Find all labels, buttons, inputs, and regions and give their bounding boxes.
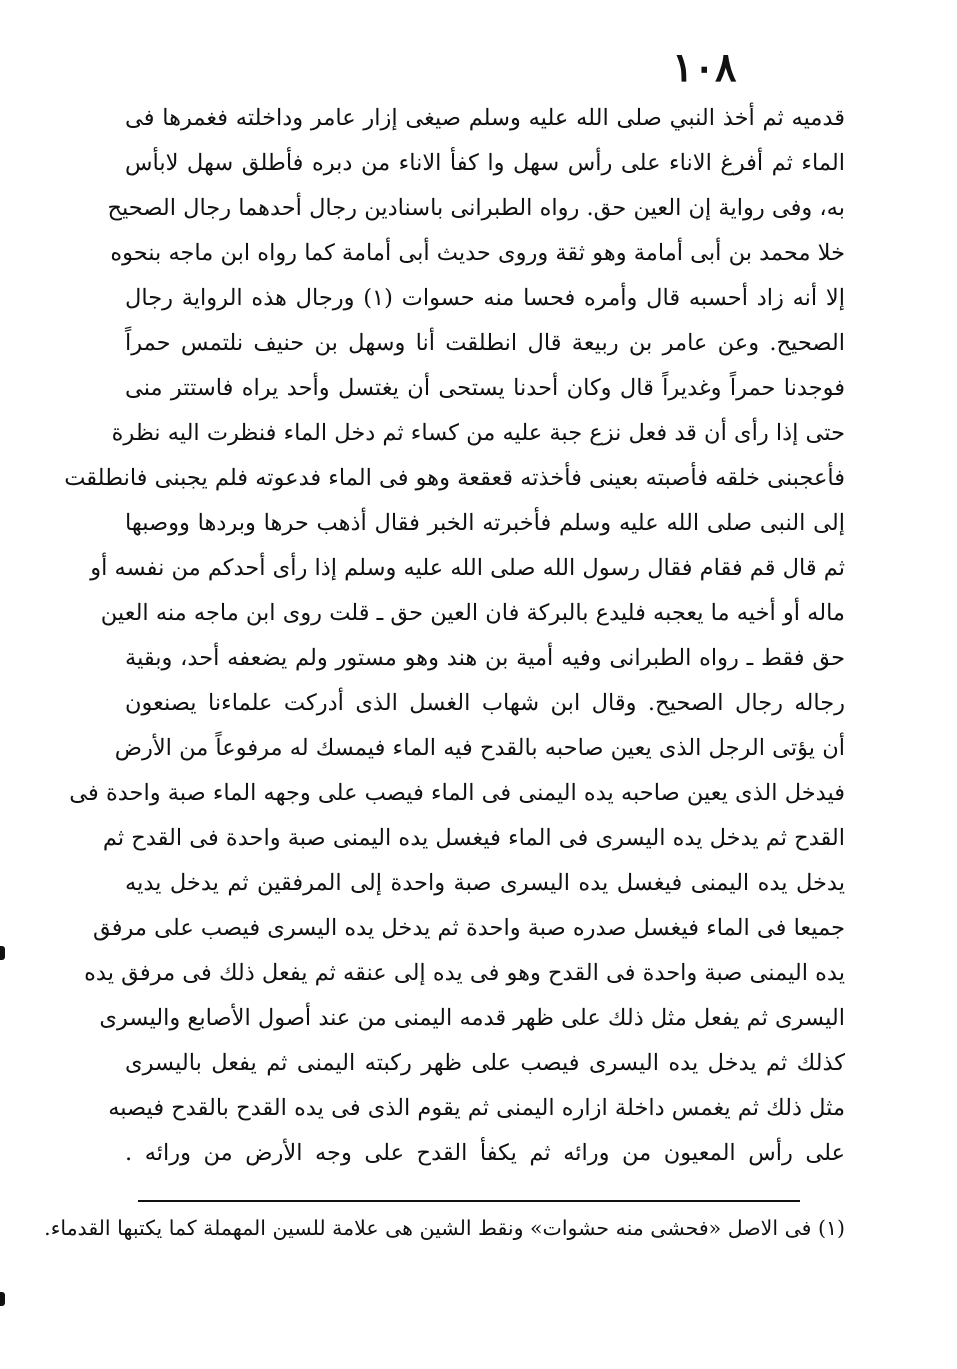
- text-line-1: قدميه ثم أخذ النبي صلى الله عليه وسلم صيغى إزار عامر وداخلته فغمرها فى: [125, 105, 845, 131]
- text-line-22: كذلك ثم يدخل يده اليسرى فيصب على ظهر ركبته اليمنى ثم يفعل باليسرى: [125, 1050, 845, 1076]
- text-line-2: الماء ثم أفرغ الاناء على رأس سهل وا كفأ الاناء من دبره فأطلق سهل لابأس: [125, 150, 845, 176]
- text-line-13: حق فقط ـ رواه الطبرانى وفيه أمية بن هند وهو مستور ولم يضعفه أحد، وبقية: [125, 645, 845, 671]
- text-line-18: يدخل يده اليمنى فيغسل يده اليسرى صبة واحدة إلى المرفقين ثم يدخل يديه: [125, 870, 845, 896]
- text-line-16: فيدخل الذى يعين صاحبه يده اليمنى فى الماء فيصب على وجهه الماء صبة واحدة فى: [69, 780, 845, 806]
- text-line-10: إلى النبى صلى الله عليه وسلم فأخبرته الخبر فقال أذهب حرها وبردها ووصبها: [125, 510, 845, 536]
- text-line-24: على رأس المعيون من ورائه ثم يكفأ القدح على وجه الأرض من ورائه .: [125, 1140, 845, 1166]
- text-line-3: به، وفى رواية إن العين حق. رواه الطبرانى باسنادين رجال أحدهما رجال الصحيح: [107, 195, 845, 221]
- text-line-14: رجاله رجال الصحيح. وقال ابن شهاب الغسل الذى أدركت علماءنا يصنعون: [125, 690, 845, 716]
- scan-edge-mark: [0, 946, 5, 960]
- footnote: (١) فى الاصل «فحشى منه حشوات» ونقط الشين هى علامة للسين المهملة كما يكتبها القدماء.: [44, 1216, 845, 1240]
- page-number: ١٠٨: [672, 44, 737, 91]
- text-line-6: الصحيح. وعن عامر بن ربيعة قال انطلقت أنا وسهل بن حنيف نلتمس حمراً: [125, 330, 845, 356]
- footnote-divider: [138, 1200, 800, 1202]
- text-line-12: ماله أو أخيه ما يعجبه فليدع بالبركة فان العين حق ـ قلت روى ابن ماجه منه العين: [100, 600, 845, 626]
- text-line-21: اليسرى ثم يفعل مثل ذلك على ظهر قدمه اليمنى من عند أصول الأصابع واليسرى: [99, 1005, 845, 1031]
- text-line-15: أن يؤتى الرجل الذى يعين صاحبه بالقدح فيه الماء فيمسك له مرفوعاً من الأرض: [114, 735, 845, 761]
- text-line-9: فأعجبنى خلقه فأصبته بعينى فأخذته قعقعة وهو فى الماء فدعوته فلم يجبنى فانطلقت: [64, 465, 845, 491]
- text-line-11: ثم قال قم فقام فقال رسول الله صلى الله عليه وسلم إذا رأى أحدكم من نفسه أو: [90, 555, 845, 581]
- text-line-20: يده اليمنى صبة واحدة فى القدح وهو فى يده إلى عنقه ثم يفعل ذلك فى مرفق يده: [84, 960, 845, 986]
- text-line-17: القدح ثم يدخل يده اليسرى فى الماء فيغسل يده اليمنى صبة واحدة فى القدح ثم: [102, 825, 845, 851]
- text-line-8: حتى إذا رأى أن قد فعل نزع جبة عليه من كساء ثم دخل الماء فنظرت اليه نظرة: [111, 420, 845, 446]
- scan-edge-mark: [0, 1292, 5, 1306]
- text-line-7: فوجدنا حمراً وغديراً قال وكان أحدنا يستحى أن يغتسل وأحد يراه فاستتر منى: [125, 375, 845, 401]
- text-line-19: جميعا فى الماء فيغسل صدره صبة واحدة ثم يدخل يده اليسرى فيصب على مرفق: [93, 915, 845, 941]
- text-line-5: إلا أنه زاد أحسبه قال وأمره فحسا منه حسوات (١) ورجال هذه الرواية رجال: [125, 285, 845, 311]
- text-line-23: مثل ذلك ثم يغمس داخلة ازاره اليمنى ثم يقوم الذى فى يده القدح بالقدح فيصبه: [108, 1095, 845, 1121]
- body-text: [64, 96, 845, 1176]
- text-line-4: خلا محمد بن أبى أمامة وهو ثقة وروى حديث أبى أمامة كما رواه ابن ماجه بنحوه: [110, 240, 845, 266]
